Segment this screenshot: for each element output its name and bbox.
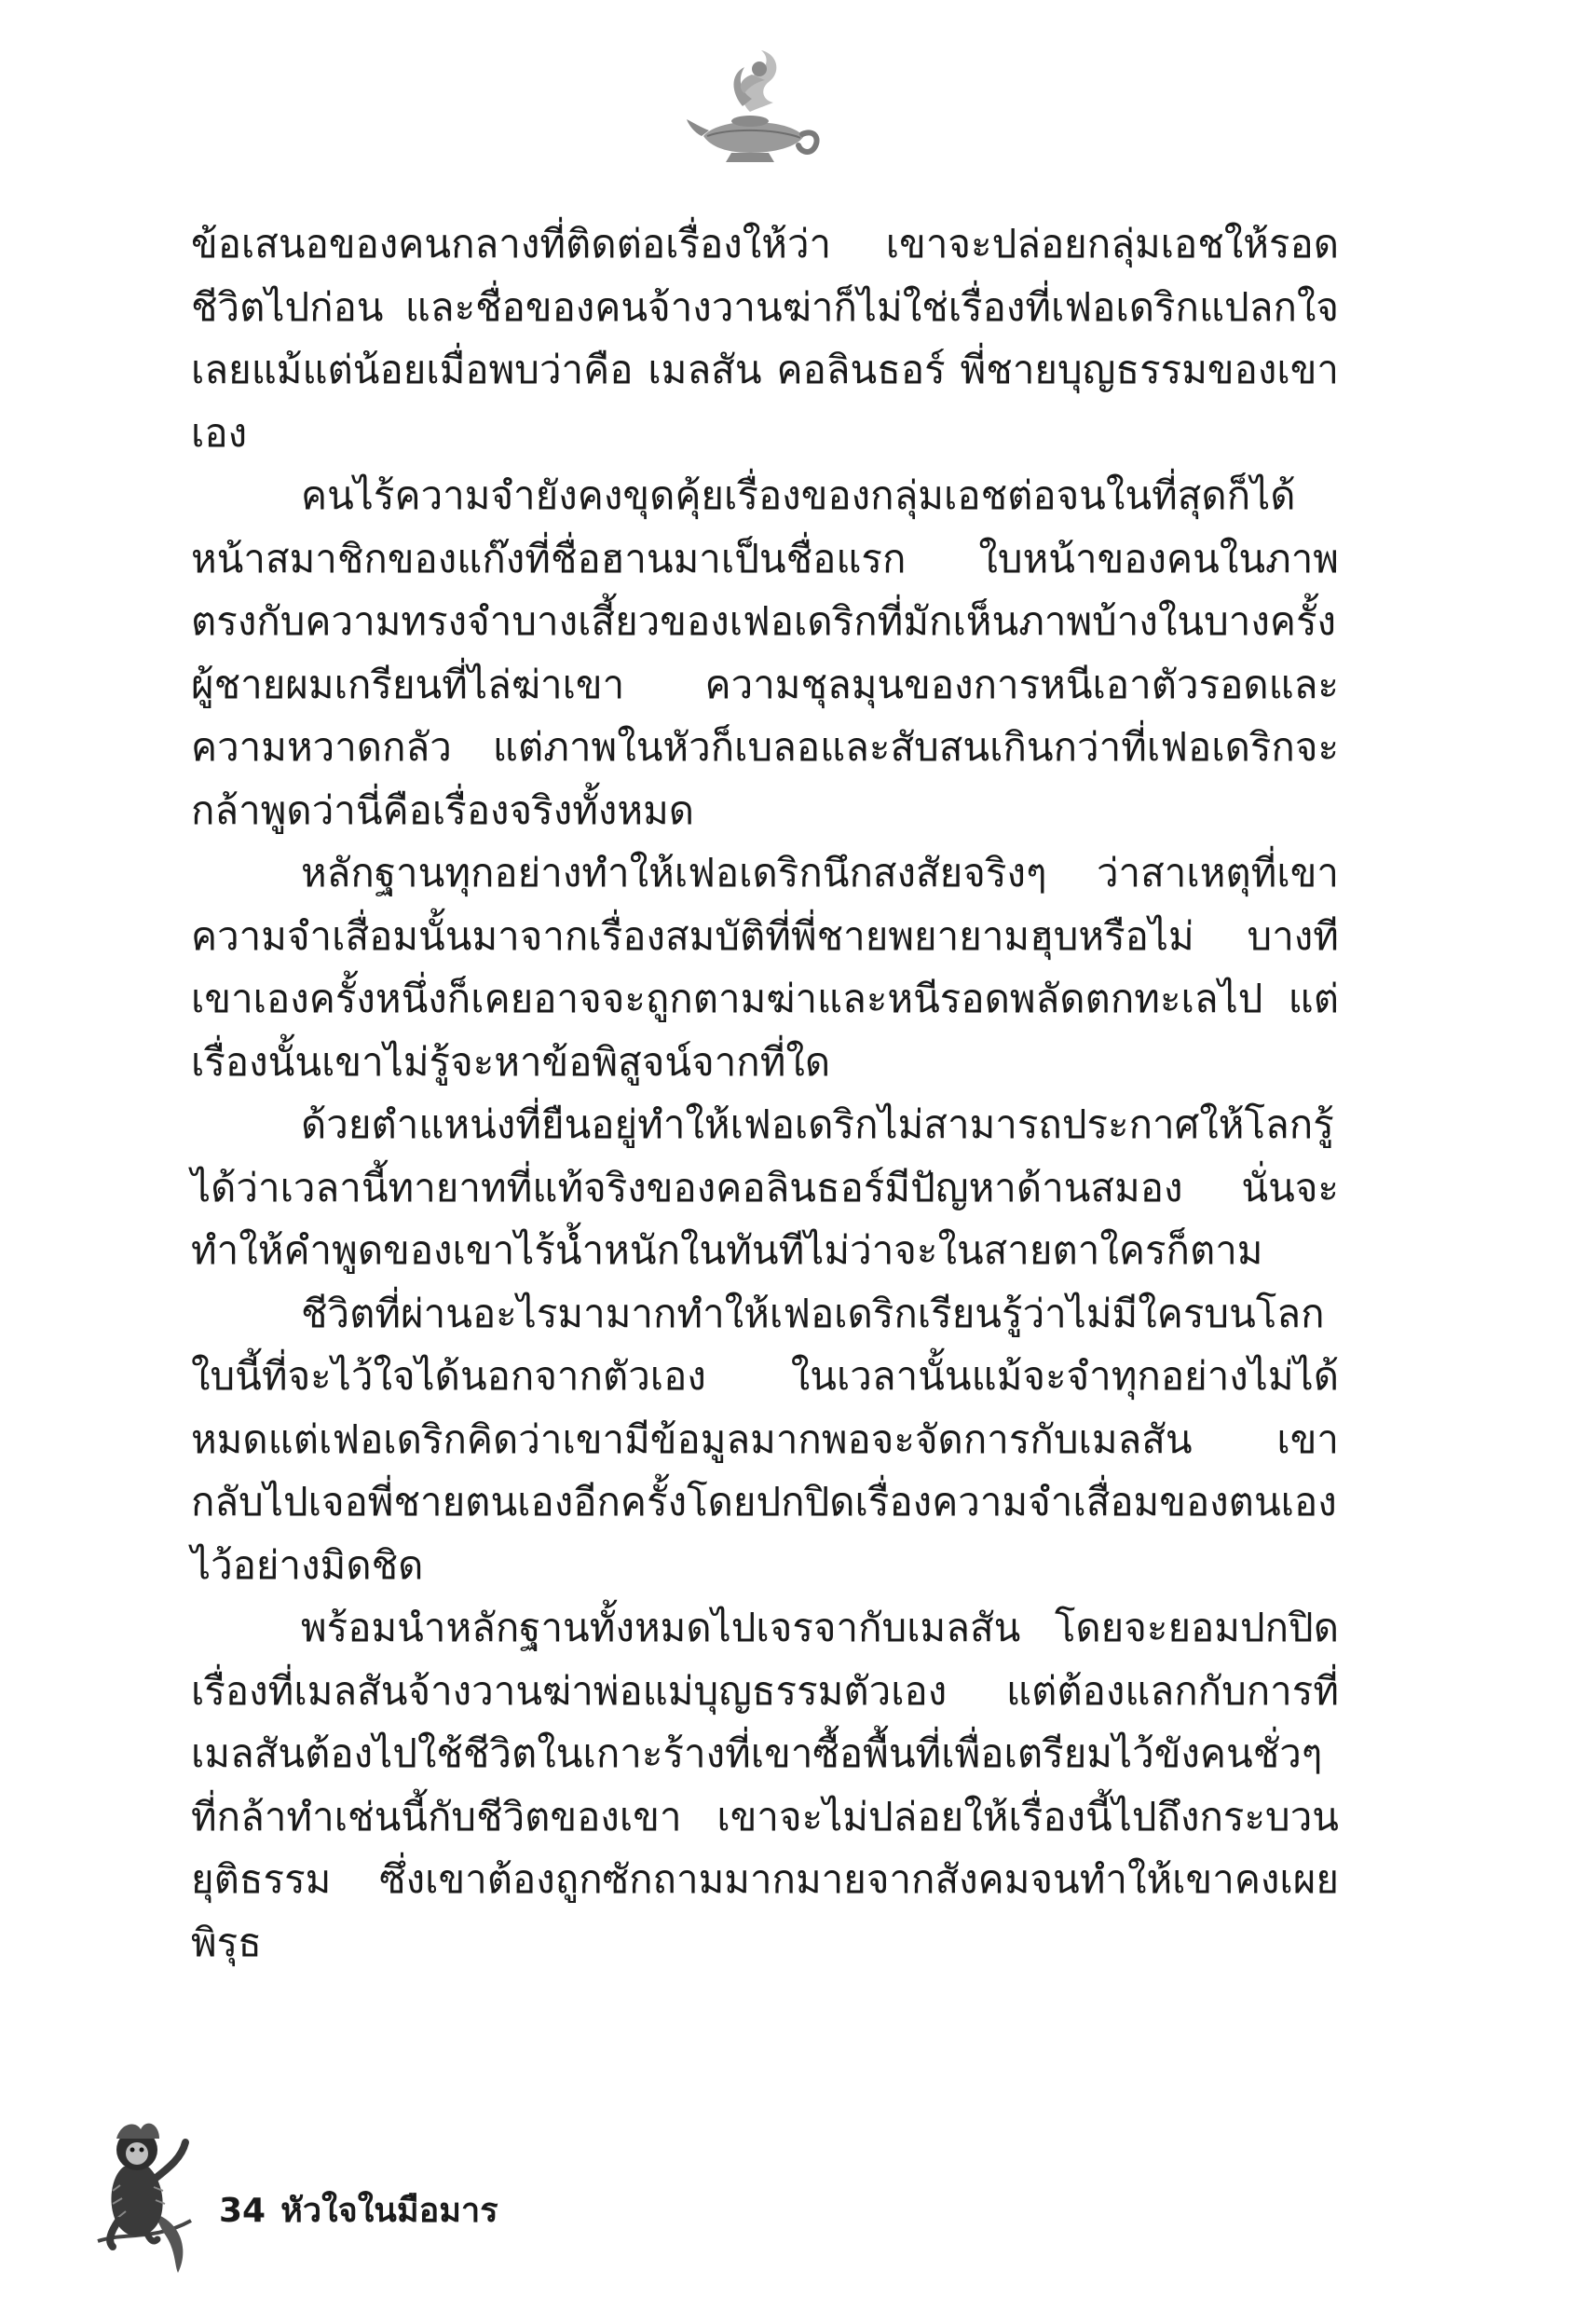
paragraph-3: หลักฐานทุกอย่างทำให้เฟอเดริกนึกสงสัยจริงๆ ว่าสาเหตุที่เขาความจำเสื่อมนั้นมาจากเรื่องสมบัติที่พี่ชายพยายามฮุบหรือไม่ บางทีเขาเองครั้งหนึ่งก็เคยอาจจะถูกตามฆ่าและหนีรอดพลัดตกทะเลไป แต่เรื่องนั้นเขาไม่รู้จะหาข้อพิสูจน์จากที่ใด xyxy=(191,850,1339,1085)
paragraph-4: ด้วยตำแหน่งที่ยืนอยู่ทำให้เฟอเดริกไม่สามารถประกาศให้โลกรู้ได้ว่าเวลานี้ทายาทที่แท้จริงของคอลินธอร์มีปัญหาด้านสมอง นั่นจะทำให้คำพูดของเขาไร้น้ำหนักในทันทีไม่ว่าจะในสายตาใครก็ตาม xyxy=(191,1101,1339,1273)
page-number: 34 xyxy=(219,2192,266,2230)
paragraph-1: ข้อเสนอของคนกลางที่ติดต่อเรื่องให้ว่า เขาจะปล่อยกลุ่มเอชให้รอดชีวิตไปก่อน และชื่อของคนจ้างวานฆ่าก็ไม่ใช่เรื่องที่เฟอเดริกแปลกใจเลยแม้แต่น้อยเมื่อพบว่าคือ เมลสัน คอลินธอร์ พี่ชายบุญธรรมของเขาเอง xyxy=(191,221,1339,456)
page-footer xyxy=(89,2101,741,2278)
paragraph-6: พร้อมนำหลักฐานทั้งหมดไปเจรจากับเมลสัน โดยจะยอมปกปิดเรื่องที่เมลสันจ้างวานฆ่าพ่อแม่บุญธรรมตัวเอง แต่ต้องแลกกับการที่เมลสันต้องไปใช้ชีวิตในเกาะร้างที่เขาซื้อพื้นที่เพื่อเตรียมไว้ขังคนชั่วๆที่กล้าทำเช่นนี้กับชีวิตของเขา เขาจะไม่ปล่อยให้เรื่องนี้ไปถึงกระบวนยุติธรรม ซึ่งเขาต้องถูกซักถามมากมายจากสังคมจนทำให้เขาคงเผยพิรุธ xyxy=(191,1605,1339,1965)
monkey-icon xyxy=(89,2101,200,2278)
running-title: หัวใจในมือมาร xyxy=(280,2192,498,2230)
paragraph-2: คนไร้ความจำยังคงขุดคุ้ยเรื่องของกลุ่มเอชต่อจนในที่สุดก็ได้หน้าสมาชิกของแก๊งที่ชื่อฮานมาเป็นชื่อแรก ใบหน้าของคนในภาพตรงกับความทรงจำบางเสี้ยวของเฟอเดริกที่มักเห็นภาพบ้างในบางครั้ง ผู้ชายผมเกรียนที่ไล่ฆ่าเขา ความชุลมุนของการหนีเอาตัวรอดและความหวาดกลัว แต่ภาพในหัวก็เบลอและสับสนเกินกว่าที่เฟอเดริกจะกล้าพูดว่านี่คือเรื่องจริงทั้งหมด xyxy=(191,472,1339,833)
body-text xyxy=(191,212,1339,1974)
genie-lamp-icon xyxy=(685,47,825,172)
folio xyxy=(219,2183,498,2236)
paragraph-5: ชีวิตที่ผ่านอะไรมามากทำให้เฟอเดริกเรียนรู้ว่าไม่มีใครบนโลกใบนี้ที่จะไว้ใจได้นอกจากตัวเอง ในเวลานั้นแม้จะจำทุกอย่างไม่ได้หมดแต่เฟอเดริกคิดว่าเขามีข้อมูลมากพอจะจัดการกับเมลสัน เขากลับไปเจอพี่ชายตนเองอีกครั้งโดยปกปิดเรื่องความจำเสื่อมของตนเองไว้อย่างมิดชิด xyxy=(191,1290,1339,1588)
